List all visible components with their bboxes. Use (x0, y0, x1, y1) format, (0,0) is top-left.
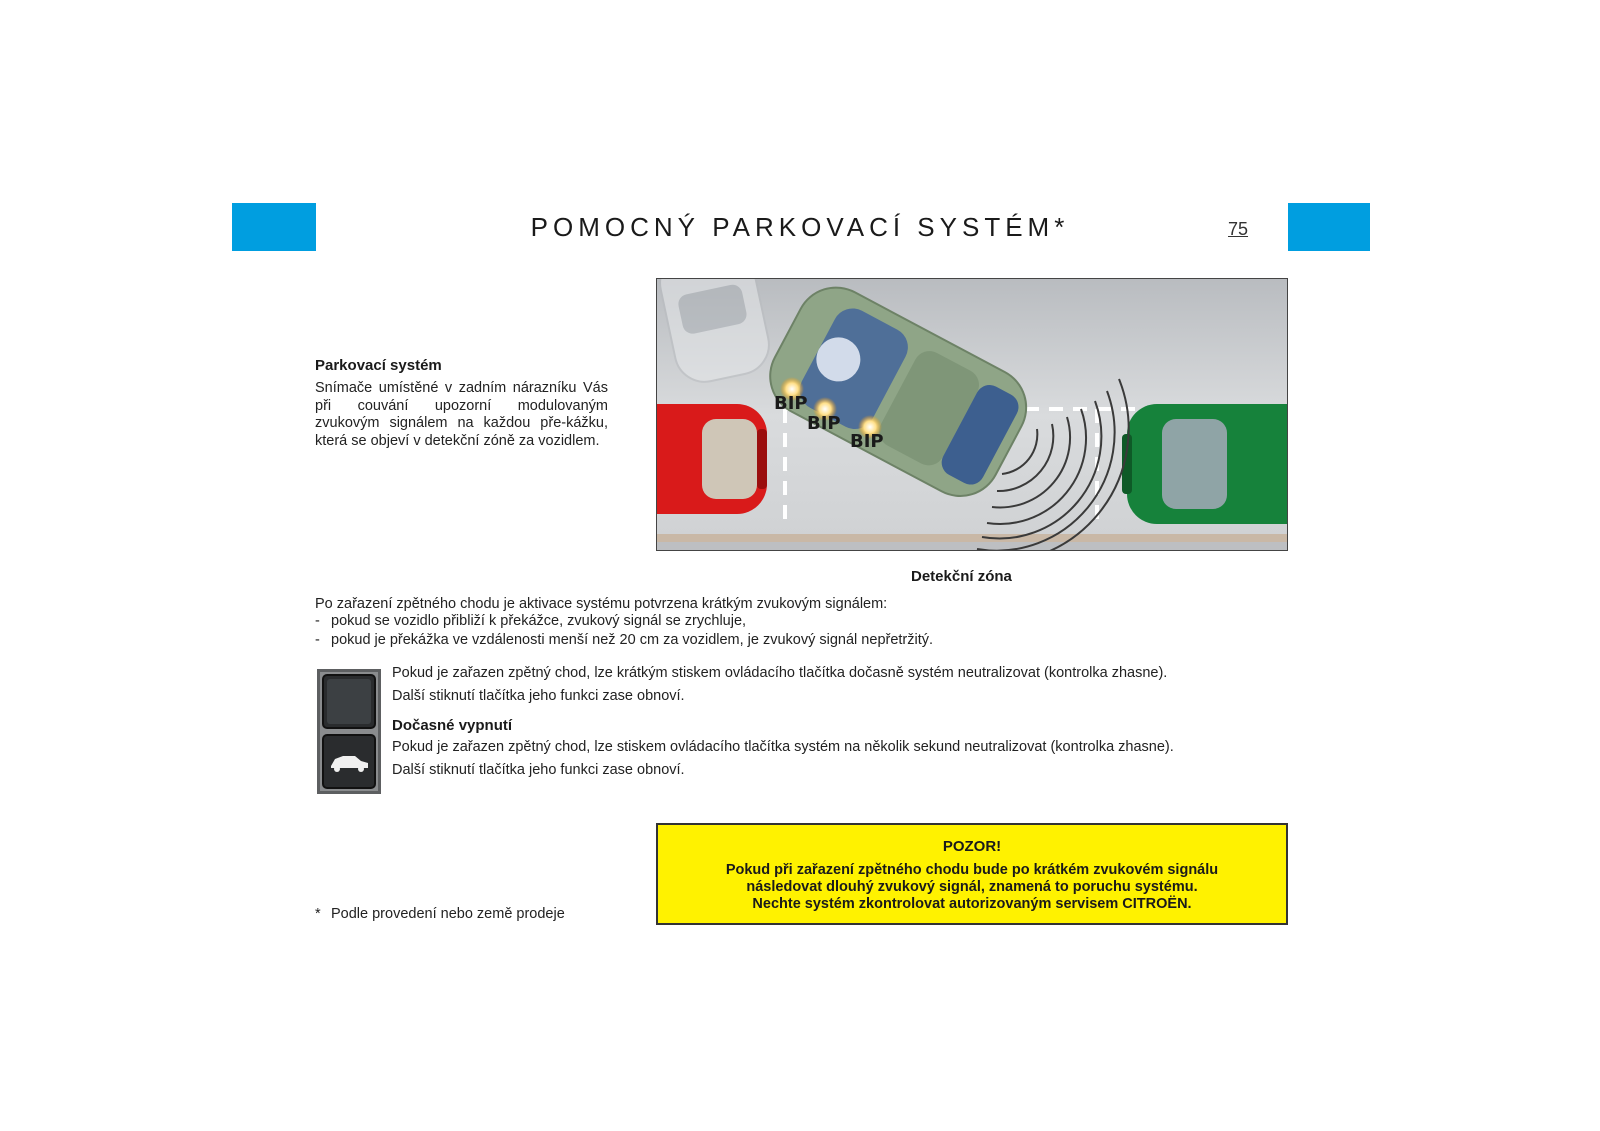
bullet-marker: - (315, 613, 320, 629)
illustration-caption: Detekční zóna (911, 568, 1012, 585)
section-heading: Parkovací systém (315, 357, 442, 374)
curb (657, 534, 1288, 551)
footnote-marker: * (315, 906, 321, 922)
bullet-text: pokud je překážka ve vzdálenosti menší než 20 cm za vozidlem, je zvukový signál nepřetržitý. (331, 632, 934, 648)
paragraph: Pokud je zařazen zpětný chod, lze krátkým stiskem ovládacího tlačítka dočasně systém neutralizovat (kontrolka zhasne). (392, 665, 1168, 681)
intro-paragraph: Snímače umístěné v zadním nárazníku Vás při couvání upozorní modulovaným zvukovým signálem na každou pře-kážku, která se objeví v detekční zóně za vozidlem. (315, 380, 608, 449)
footnote (315, 906, 565, 922)
parking-illustration (656, 278, 1288, 551)
list-item (315, 632, 933, 648)
paragraph: Další stiknutí tlačítka jeho funkci zase obnoví. (392, 688, 685, 704)
warning-box (656, 823, 1288, 925)
paragraph: Pokud je zařazen zpětný chod, lze stiskem ovládacího tlačítka systém na několik sekund neutralizovat (kontrolka zhasne). (392, 739, 1174, 755)
list-item (315, 613, 746, 629)
warning-line: Pokud při zařazení zpětného chodu bude po krátkém zvukovém signálu (725, 862, 1219, 878)
beep-label-1: BIP (774, 393, 808, 414)
accent-block-right (1288, 203, 1370, 251)
body-intro: Po zařazení zpětného chodu je aktivace systému potvrzena krátkým zvukovým signálem: (315, 596, 888, 612)
page-title: POMOCNÝ PARKOVACÍ SYSTÉM* (530, 212, 1070, 242)
warning-title: POZOR! (942, 838, 1002, 855)
bullet-marker: - (315, 632, 320, 648)
warning-line: Nechte systém zkontrolovat autorizovaným servisem CITROËN. (752, 896, 1192, 912)
parking-button-icon (317, 669, 381, 794)
sub-heading: Dočasné vypnutí (392, 717, 513, 734)
paragraph: Další stiknutí tlačítka jeho funkci zase obnoví. (392, 762, 685, 778)
bullet-text: pokud se vozidlo přibliží k překážce, zvukový signál se zrychluje, (331, 613, 747, 629)
beep-label-3: BIP (850, 431, 884, 452)
red-parked-car (657, 404, 767, 514)
beep-label-2: BIP (807, 413, 841, 434)
accent-block-left (232, 203, 316, 251)
warning-line: následovat dlouhý zvukový signál, znamená to poruchu systému. (746, 879, 1198, 895)
green-parked-car (1122, 404, 1288, 524)
footnote-text: Podle provedení nebo země prodeje (331, 906, 565, 922)
page-number: 75 (1228, 219, 1249, 239)
